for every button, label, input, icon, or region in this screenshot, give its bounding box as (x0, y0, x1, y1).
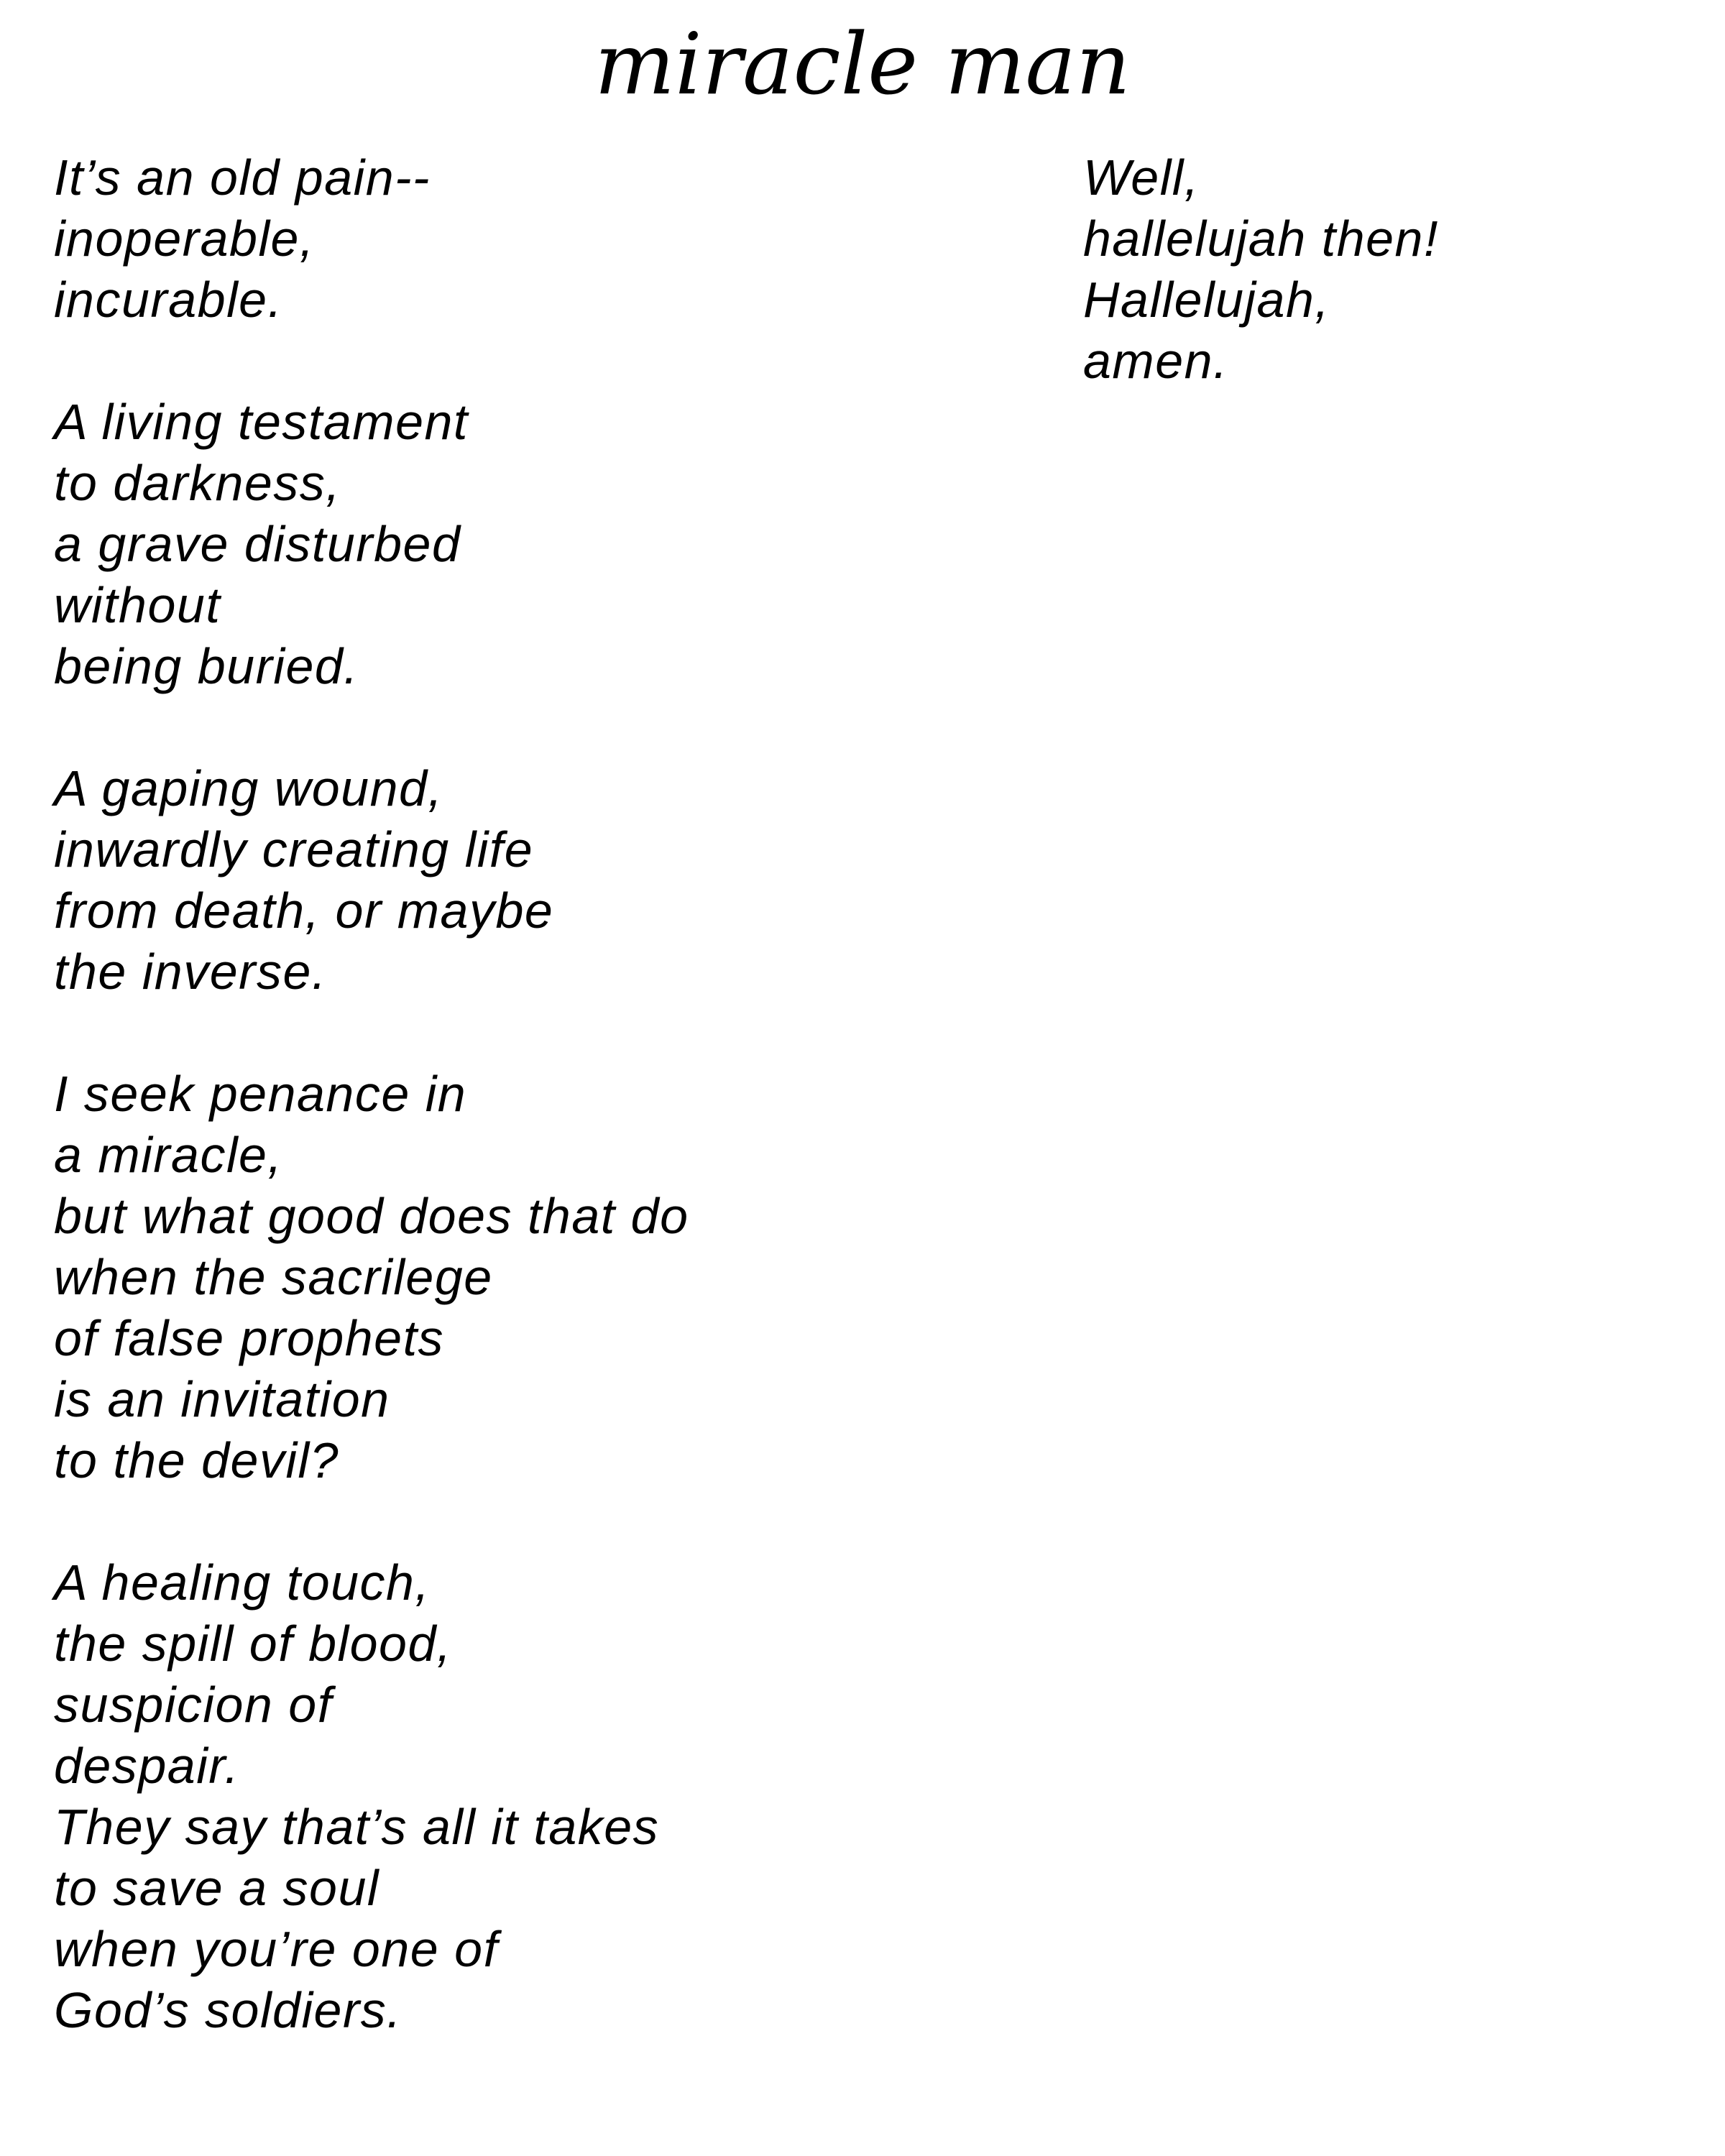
poem-line: A living testament (54, 394, 469, 450)
poem-line: A gaping wound, (54, 760, 443, 816)
poem-line: but what good does that do (54, 1188, 689, 1244)
poem-line: from death, or maybe (54, 883, 554, 939)
poem-line: I seek penance in (54, 1066, 467, 1122)
poem-line: the spill of blood, (54, 1616, 452, 1672)
poem-line: A healing touch, (54, 1554, 431, 1611)
poem-line: hallelujah then! (1083, 211, 1439, 267)
stanza-5 (54, 1552, 689, 2041)
poem-line: amen. (1083, 333, 1229, 389)
poem-line: the inverse. (54, 944, 327, 1000)
poem-line: to save a soul (54, 1860, 380, 1916)
poem-line: being buried. (54, 638, 359, 694)
poem-line: a grave disturbed (54, 516, 461, 572)
poem-line: incurable. (54, 272, 283, 328)
poem-line: of false prophets (54, 1310, 445, 1366)
poem-line: when the sacrilege (54, 1249, 493, 1305)
poem-line: when you’re one of (54, 1921, 499, 1977)
poem-line: despair. (54, 1738, 240, 1794)
stanza-3 (54, 758, 689, 1003)
poem-line: inwardly creating life (54, 821, 534, 877)
poem-title: miracle man (594, 14, 1131, 114)
stanza-right-1 (1083, 147, 1439, 392)
poem-line: Well, (1083, 149, 1200, 206)
poem-line: They say that’s all it takes (54, 1799, 660, 1855)
poem-line: without (54, 577, 221, 633)
poem-line: to the devil? (54, 1432, 339, 1488)
poem-line: It’s an old pain-- (54, 149, 431, 206)
poem-line: is an invitation (54, 1371, 390, 1427)
poem-line: suspicion of (54, 1677, 333, 1733)
poem-line: to darkness, (54, 455, 341, 511)
stanza-1 (54, 147, 689, 331)
poem-line: God’s soldiers. (54, 1982, 402, 2038)
stanza-2 (54, 392, 689, 697)
poem-line: Hallelujah, (1083, 272, 1330, 328)
poem-line: inoperable, (54, 211, 315, 267)
poem-line: a miracle, (54, 1127, 283, 1183)
stanza-4 (54, 1064, 689, 1491)
poem-column-right (1083, 147, 1439, 392)
poem-column-left (54, 147, 689, 2041)
